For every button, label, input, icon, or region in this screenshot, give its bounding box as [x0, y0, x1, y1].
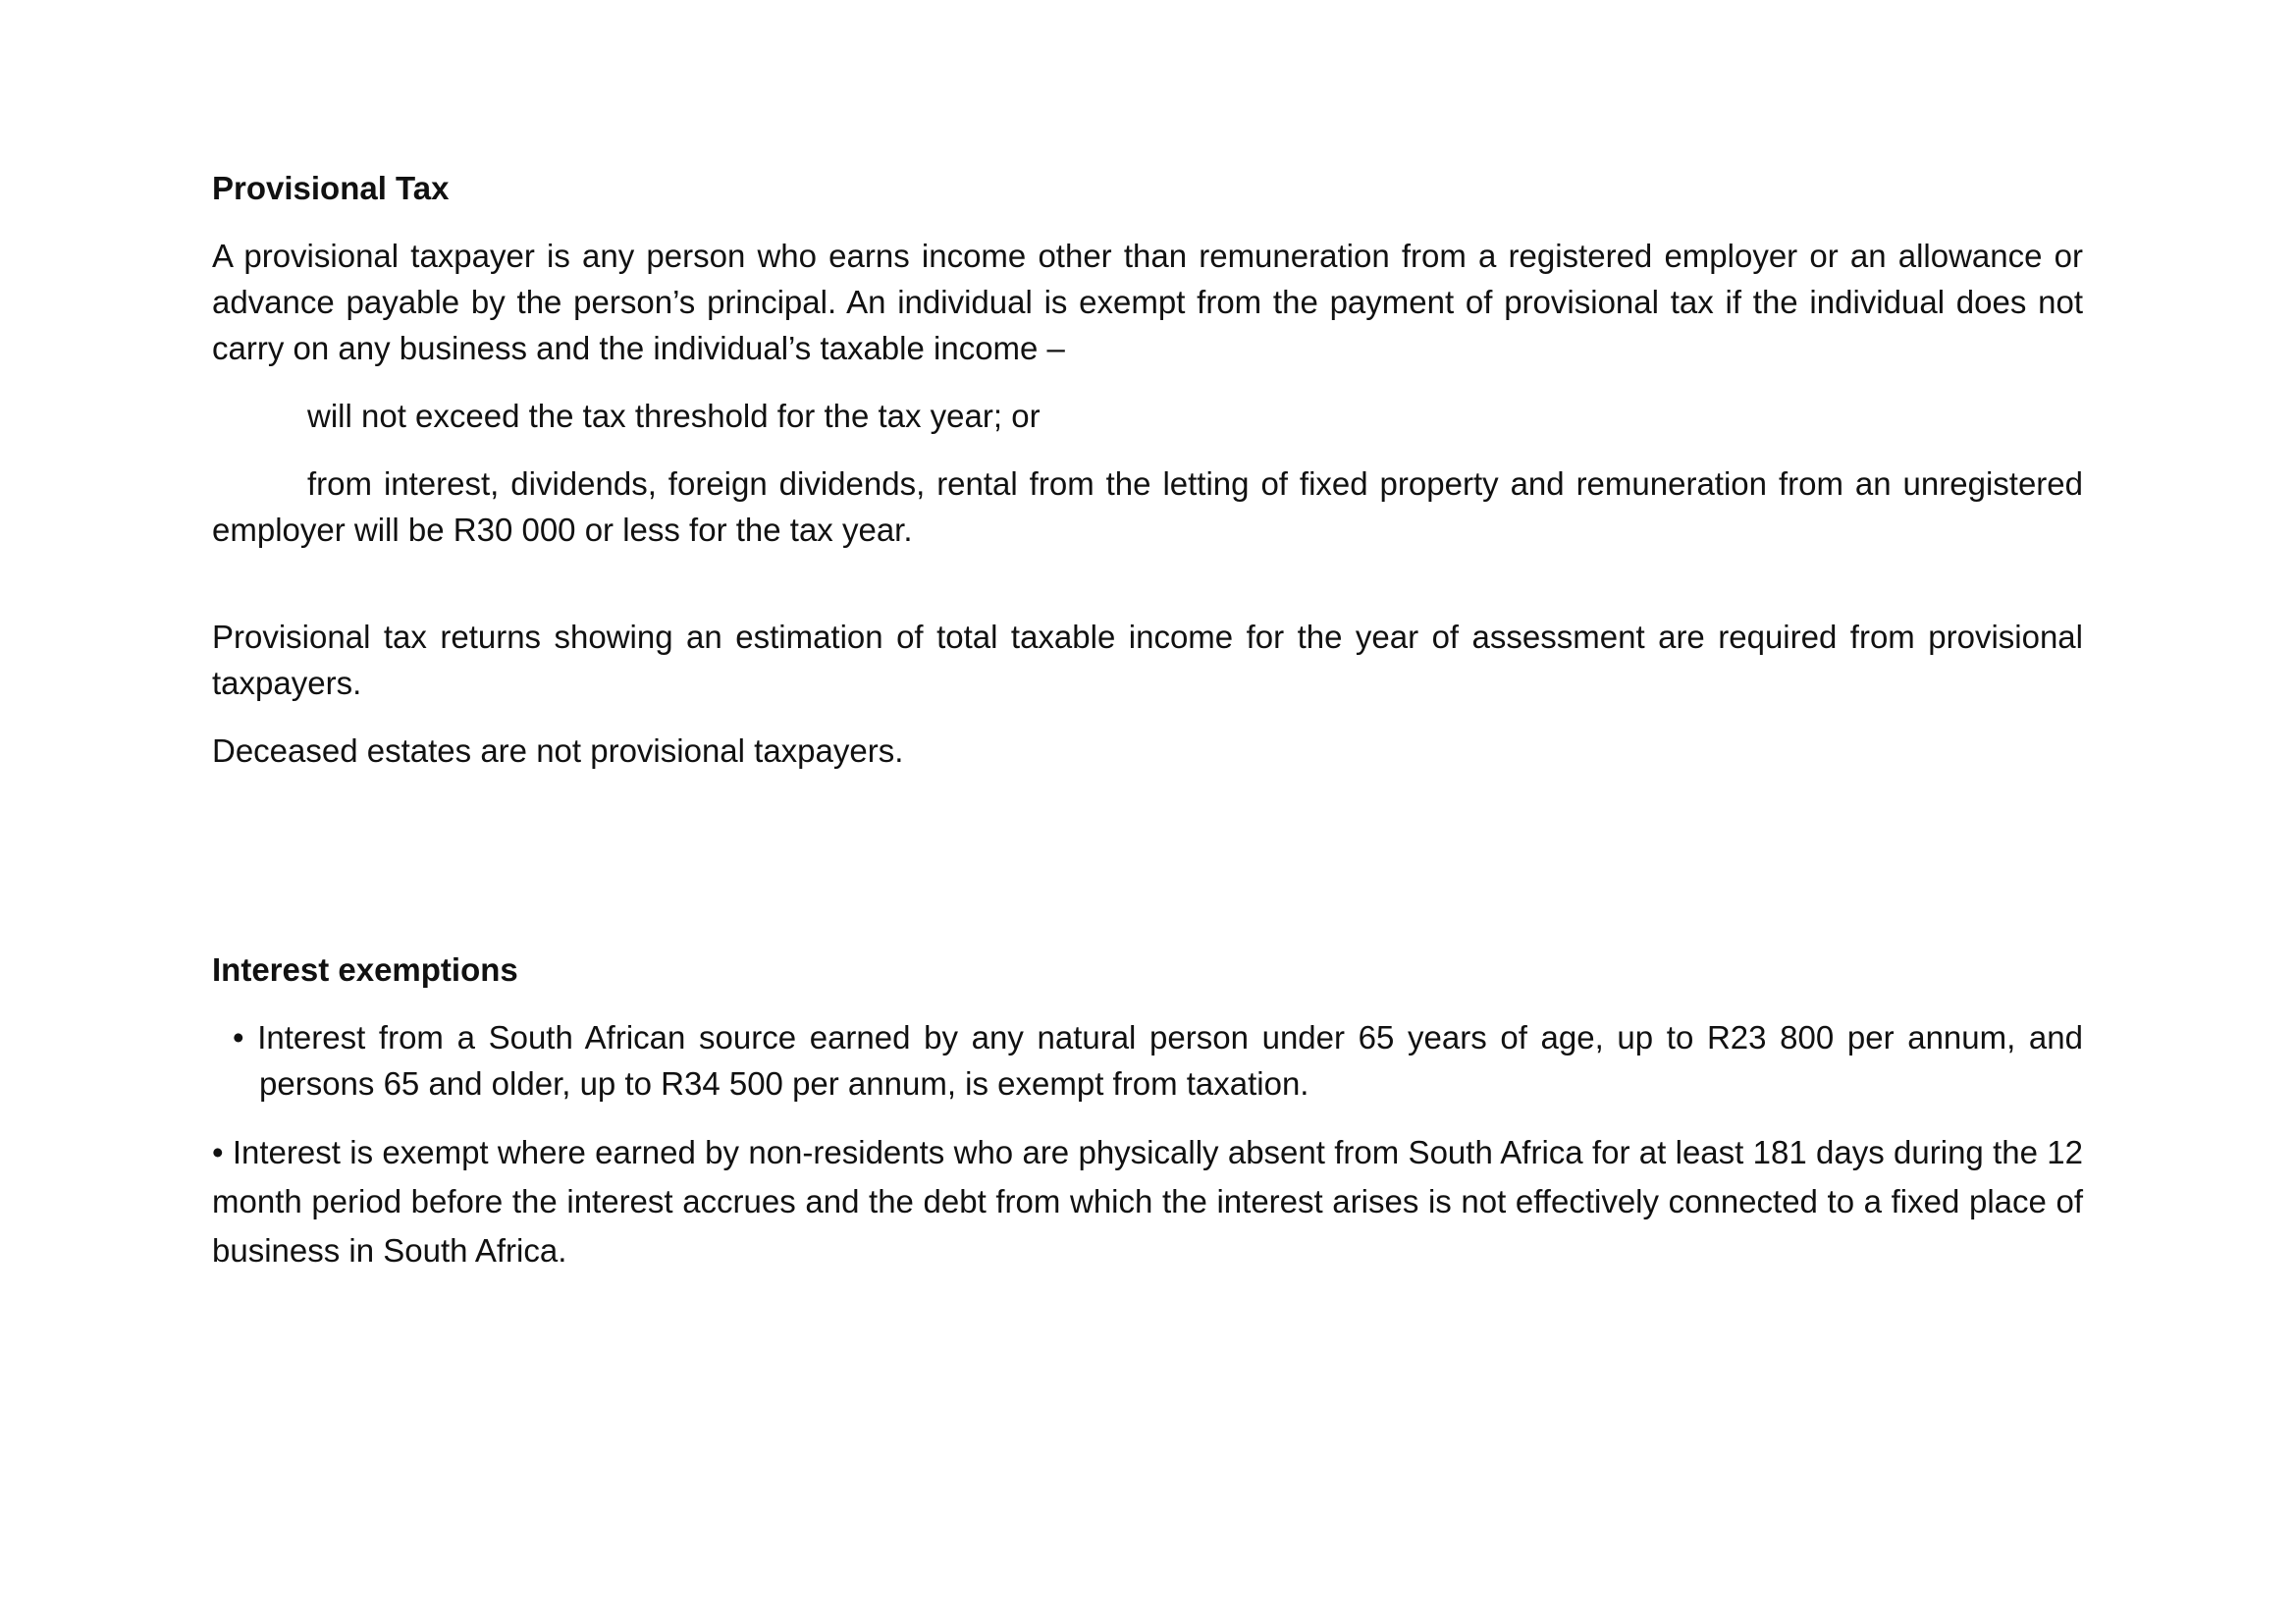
provisional-tax-intro: A provisional taxpayer is any person who earns income other than remuneration from a registered employer or an allowance or advance payable by the person’s principal. An individual is exempt from the payment of provisional tax if the individual does not carry on any business and the individual’s taxable income –	[212, 238, 2083, 366]
interest-bullet-2: • Interest is exempt where earned by non-residents who are physically absent from South Africa for at least 181 days during the 12 month period before the interest accrues and the debt from which the interest arises is not effectively connected to a fixed place of business in South Africa.	[212, 1134, 2083, 1269]
exemption-condition-1: will not exceed the tax threshold for the tax year; or	[307, 398, 1041, 434]
provisional-returns-paragraph: Provisional tax returns showing an estimation of total taxable income for the year of assessment are required from provisional taxpayers.	[212, 619, 2083, 701]
page-content	[212, 165, 2083, 1275]
interest-bullet-1: • Interest from a South African source earned by any natural person under 65 years of age, up to R23 800 per annum, and persons 65 and older, up to R34 500 per annum, is exempt from taxation.	[233, 1019, 2083, 1102]
deceased-estates-paragraph: Deceased estates are not provisional taxpayers.	[212, 732, 904, 769]
provisional-tax-heading: Provisional Tax	[212, 170, 450, 206]
exemption-condition-2: from interest, dividends, foreign dividends, rental from the letting of fixed property and remuneration from an unregistered employer will be R30 000 or less for the tax year.	[212, 465, 2083, 548]
interest-exemptions-heading: Interest exemptions	[212, 951, 518, 988]
